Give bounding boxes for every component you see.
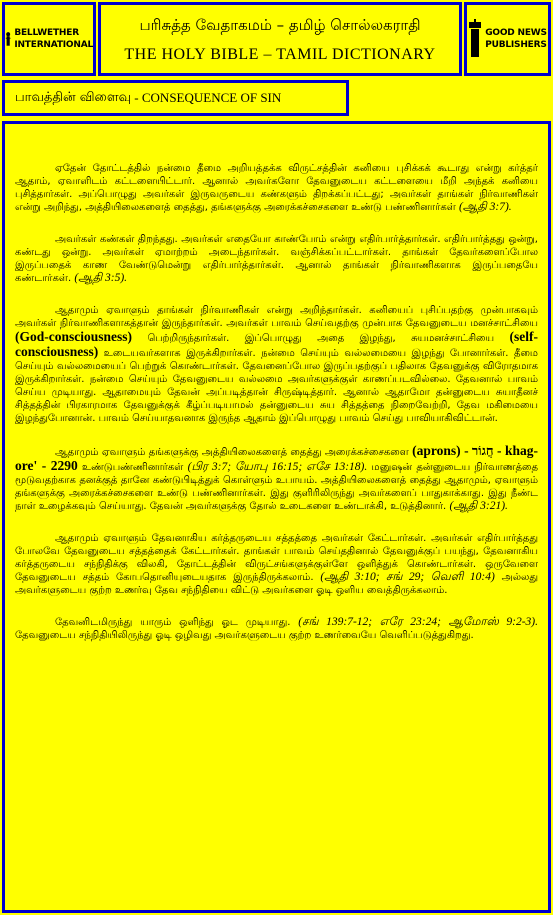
paragraph-6-text-b: தேவனுடைய சந்நிதியிலிருந்து ஓடி ஒழிவது அவர்களுடைய குற்ற உணர்வையே வெளிப்படுத்துகிறது. (15, 630, 474, 641)
article-content (2, 121, 551, 913)
heading-tamil: பாவத்தின் விளைவு (15, 90, 132, 105)
paragraph-4-text-b: உண்டுபண்ணினார்கள் (82, 462, 184, 473)
paragraph-6 (15, 616, 538, 642)
paragraph-4-text-a: ஆதாமும் ஏவாளும் தங்களுக்கு அத்தியிலைகளைத் தைத்து அரைக்கச்சைகளை (55, 447, 409, 458)
paragraph-1-text: ஏதேன் தோட்டத்தில் நன்மை தீமை அறியத்தக்க விருட்சத்தின் கனியை புசிக்கக் கூடாது என்று கர்த்தர் ஆதாம், ஏவாளிடம் கட்டளையிட்டார். ஆனால் அவர்களோ தேவனுடைய கட்டளையை மீறி அந்தக் கனியை புசித்தார்கள். அப்பொழுது அவர்கள் இருவருடைய கண்களும் திறக்கப்பட்டது; அவர்கள் தாங்கள் நிர்வாணிகள் என்று அறிந்து, அத்தியிலைகளைத் தைத்து, தங்களுக்கு அரைக்கச்சைகளை உண்டு பண்ணினார்கள் (15, 163, 538, 213)
paragraph-3-text-c: உடையவர்களாக இருக்கிறார்கள். நன்மை செய்யும் வல்லமையை இழந்து போனார்கள். தீமை செய்யும் வல்லமையைப் பெற்றுக் கொண்டார்கள். தேவனைப்போல இருப்பதற்குப் பதிலாக தேவனுக்கு விரோதமாக இருக்கிறார்கள். நன்மை செய்யும் தேவனுடைய வல்லமை அவர்களுக்குள் காணப்படவில்லை. தேவனால் பாவம் செய்ய முடியாது. ஆதாமையும் தேவன் அப்படித்தான் சிருஷ்டித்தார். ஆனால் ஆதாமோ தன்னுடைய சுயாதீனச் சித்தத்தின் பிரகாரமாக தேவனுக்குக் கீழ்ப்படியாமல் தன்னுடைய சுய சித்தத்தை நிறைவேற்றி, தேவ மகிமையை இழந்துபோனான். பாவம் செய்யாதவனாக இருந்த ஆதாம் இப்பொழுது பாவம் செய்து பாவியாகிவிட்டான். (15, 348, 538, 424)
scripture-ref: (ஆதி 3:10; சங் 29; வெளி 10:4) (320, 571, 495, 583)
paragraph-3-text-b: பெற்றிருந்தார்கள். இப்பொழுது அதை இழந்து, சுயமனச்சாட்சியை (147, 333, 495, 344)
paragraph-3 (15, 304, 538, 425)
scripture-ref: (பிர 3:7; யோபு 16:15; எசே 13:18). (187, 461, 368, 473)
scripture-ref: (ஆதி 3:21). (449, 500, 508, 512)
paragraph-4-text-c: மனுஷன் தன்னுடைய நிர்வாணத்தை மூடுவதற்காக தனக்குத் தானே கண்டுபிடித்துக் கொள்ளும் உபாயம். அத்தியிலைகளைத் தைத்து ஆதாமும், ஏவாளும் தங்களுக்கு அரைக்கச்சைகளை உண்டு பண்ணினார்கள். இது குளிரிலிருந்து அவர்களைப் பாதுகாக்காது. இது நீண்ட நாள் உழைக்கவும் செய்யாது. தேவன் அவர்களுக்கு தோல் உடைகளை உண்டாக்கி, உடுத்தினார். (15, 462, 538, 512)
paragraph-2-text: அவர்கள் கண்கள் திறந்தது. அவர்கள் எதையோ காண்போம் என்று எதிர்பார்த்தார்கள். எதிர்பார்த்தது ஒன்று, கண்டது ஒன்று. அவர்கள் ஏமாற்றம் அடைந்தார்கள். வஞ்சிக்கப்பட்டார்கள். தாங்கள் தேவர்களைப்போல இருப்பதைக் காண வேண்டுமென்று எதிர்பார்த்தார்கள். ஆனால் தாங்கள் நிர்வாணிகளாக இருப்பதையே கண்டார்கள். (15, 234, 538, 284)
paragraph-6-text-a: தேவனிடமிருந்து யாரும் ஒளிந்து ஓட முடியாது. (55, 617, 291, 628)
scripture-ref: (ஆதி 3:7). (458, 201, 512, 213)
term-god-consciousness: (God-consciousness) (15, 329, 133, 344)
strongs-transliteration: - khag-ore' - 2290 (15, 443, 538, 473)
title-english: THE HOLY BIBLE – TAMIL DICTIONARY (124, 46, 436, 63)
term-self-consciousness: (self-consciousness) (15, 329, 538, 359)
scripture-ref: (சங் 139:7-12; எரே 23:24; ஆமோஸ் 9:2-3). (298, 616, 538, 628)
paragraph-5-text-a: ஆதாமும் ஏவாளும் தேவனாகிய கர்த்தருடைய சத்தத்தை அவர்கள் கேட்டார்கள். அவர்கள் எதிர்பார்த்தது போலவே தேவனுடைய சத்தத்தைக் கேட்டார்கள். தாங்கள் பாவம் செய்ததினால் தேவனுக்குப் பயந்து, தேவனாகிய கர்த்தருடைய சந்நிதிக்கு விலகி, தோட்டத்தின் விருட்சங்களுக்குள்ளே ஒளித்துக் கொண்டார்கள். ஒருவேளை தேவனுடைய சத்தம் கோபதொனியுடையதாக இருந்திருக்கலாம். (15, 533, 538, 583)
scripture-ref: (ஆதி 3:5). (74, 272, 128, 284)
good-news-logo (464, 2, 551, 76)
paragraph-1 (15, 162, 538, 214)
hebrew-word: חֲגוֹר (471, 444, 494, 459)
ram-figure-icon (5, 20, 11, 58)
title-banner (98, 2, 462, 76)
right-logo-line1: GOOD NEWS (485, 28, 547, 38)
paragraph-5 (15, 532, 538, 597)
heading-separator: - (131, 90, 142, 105)
left-logo-line2: INTERNATIONAL (14, 40, 93, 50)
bellwether-logo (2, 2, 96, 76)
paragraph-4 (15, 444, 538, 513)
left-logo-line1: BELLWETHER (14, 28, 79, 38)
heading-english: CONSEQUENCE OF SIN (141, 90, 282, 105)
paragraph-3-text-a: ஆதாமும் ஏவாளும் தாங்கள் நிர்வாணிகள் என்று அறிந்தார்கள். கனியைப் புசிப்பதற்கு முன்பாகவும் அவர்கள் நிர்வாணிகளாகத்தான் இருந்தார்கள். அவர்கள் பாவம் செய்வதற்கு முன்பாக தேவனுடைய மனச்சாட்சியை (15, 305, 538, 329)
bible-figure-icon (468, 19, 482, 59)
title-tamil: பரிசுத்த வேதாகமம் – தமிழ் சொல்லகராதி (139, 16, 421, 34)
term-aprons: (aprons) - (412, 443, 469, 458)
paragraph-2 (15, 233, 538, 285)
right-logo-line2: PUBLISHERS (485, 40, 547, 50)
paragraph-5-text-b: அல்லது அவர்களுடைய குற்ற உணர்வு தேவ சந்நிதியை விட்டு அவர்களை ஓடி ஒளிய வைத்திருக்கலாம். (15, 572, 538, 596)
section-heading (2, 80, 349, 116)
